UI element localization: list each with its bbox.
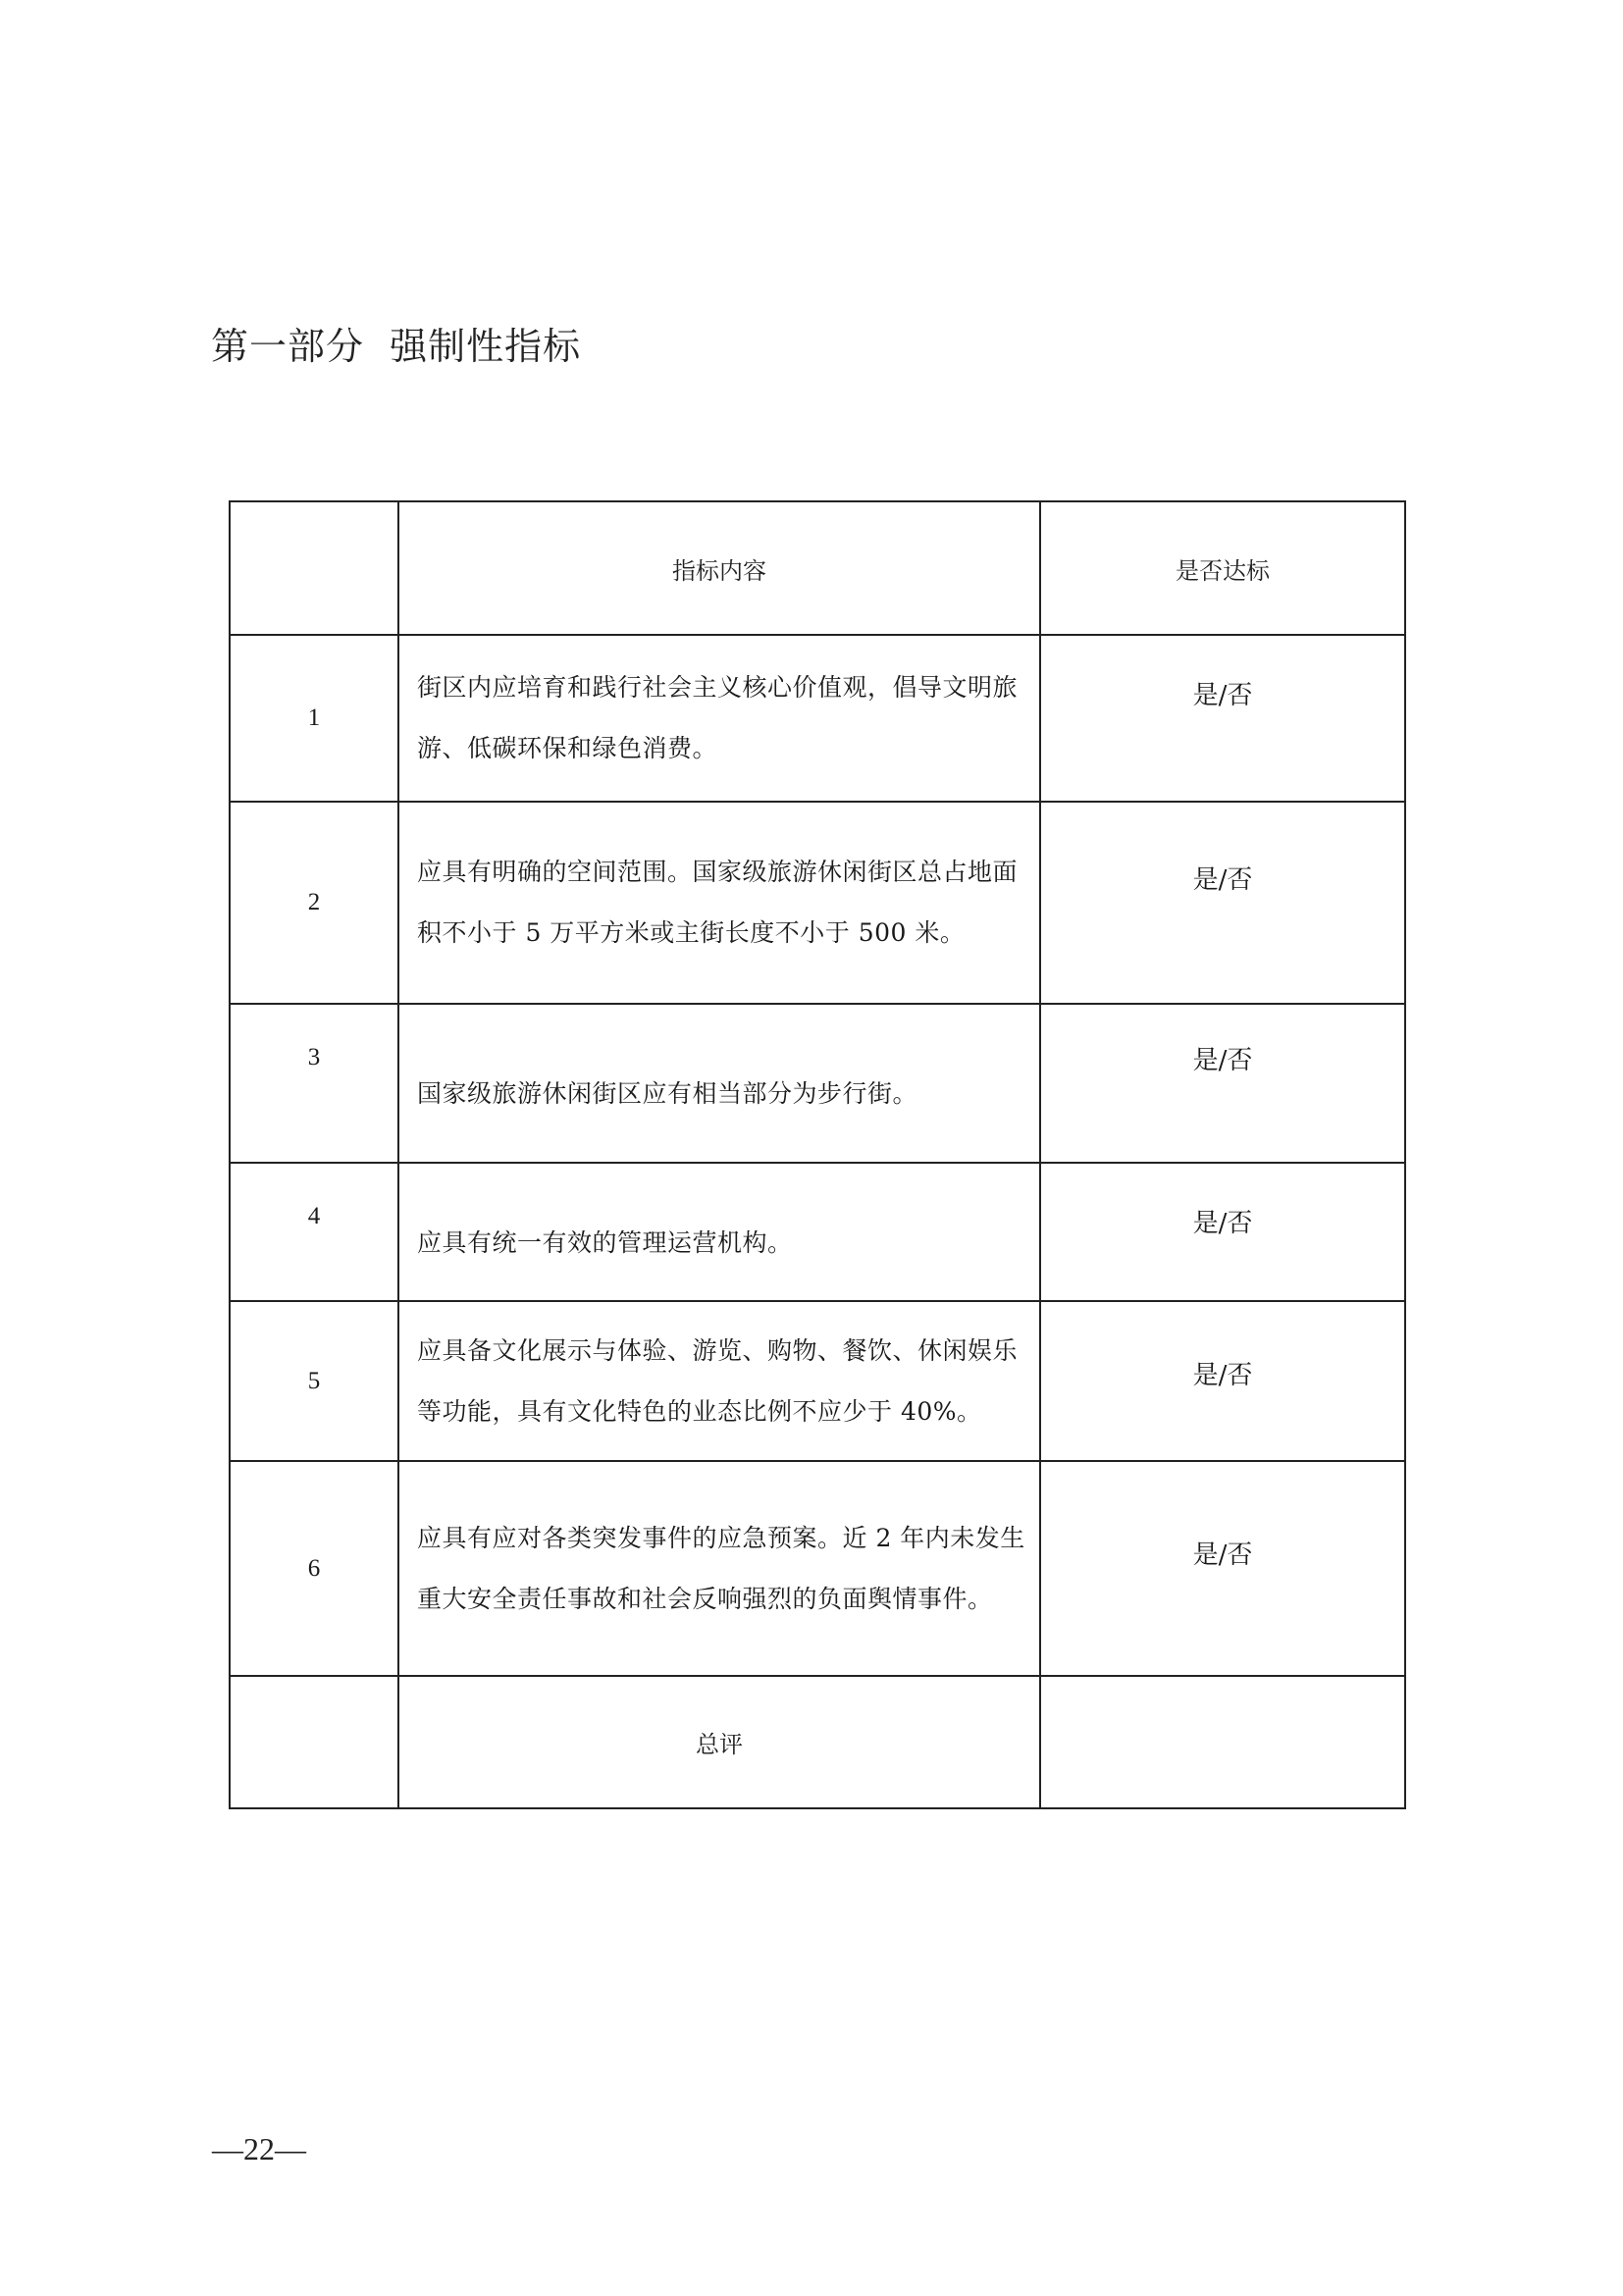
status-value: 是/否 <box>1192 1209 1253 1238</box>
summary-index <box>230 1676 398 1808</box>
table-row <box>230 1301 1405 1461</box>
row-content: 应具有应对各类突发事件的应急预案。近 2 年内未发生重大安全责任事故和社会反响强烈的负面舆情事件。 <box>398 1461 1040 1676</box>
row-status <box>1040 1004 1405 1163</box>
table-header-row <box>230 501 1405 635</box>
header-index <box>230 501 398 635</box>
row-content: 应具有统一有效的管理运营机构。 <box>398 1163 1040 1301</box>
header-content: 指标内容 <box>398 501 1040 635</box>
row-index: 2 <box>230 802 398 1004</box>
status-value: 是/否 <box>1192 1540 1253 1570</box>
row-index: 5 <box>230 1301 398 1461</box>
table-row <box>230 1004 1405 1163</box>
row-status <box>1040 1163 1405 1301</box>
table-row <box>230 635 1405 802</box>
status-value: 是/否 <box>1192 681 1253 710</box>
row-content: 应具有明确的空间范围。国家级旅游休闲街区总占地面积不小于 5 万平方米或主街长度不小于 500 米。 <box>398 802 1040 1004</box>
row-index: 1 <box>230 635 398 802</box>
table-summary-row <box>230 1676 1405 1808</box>
row-status <box>1040 1301 1405 1461</box>
table-row <box>230 1163 1405 1301</box>
status-value: 是/否 <box>1192 1361 1253 1390</box>
table-row <box>230 1461 1405 1676</box>
row-index: 3 <box>230 1004 398 1163</box>
summary-status <box>1040 1676 1405 1808</box>
status-value: 是/否 <box>1192 865 1253 895</box>
row-status <box>1040 635 1405 802</box>
row-content: 国家级旅游休闲街区应有相当部分为步行街。 <box>398 1004 1040 1163</box>
page-number: —22— <box>212 2131 306 2166</box>
row-index: 6 <box>230 1461 398 1676</box>
row-content: 街区内应培育和践行社会主义核心价值观，倡导文明旅游、低碳环保和绿色消费。 <box>398 635 1040 802</box>
section-title: 第一部分 强制性指标 <box>211 325 582 368</box>
header-status: 是否达标 <box>1040 501 1405 635</box>
summary-label: 总评 <box>398 1676 1040 1808</box>
row-index: 4 <box>230 1163 398 1301</box>
indicators-table <box>229 500 1406 1809</box>
row-status <box>1040 802 1405 1004</box>
status-value: 是/否 <box>1192 1046 1253 1075</box>
table-row <box>230 802 1405 1004</box>
row-content: 应具备文化展示与体验、游览、购物、餐饮、休闲娱乐等功能，具有文化特色的业态比例不应少于 40%。 <box>398 1301 1040 1461</box>
row-status <box>1040 1461 1405 1676</box>
